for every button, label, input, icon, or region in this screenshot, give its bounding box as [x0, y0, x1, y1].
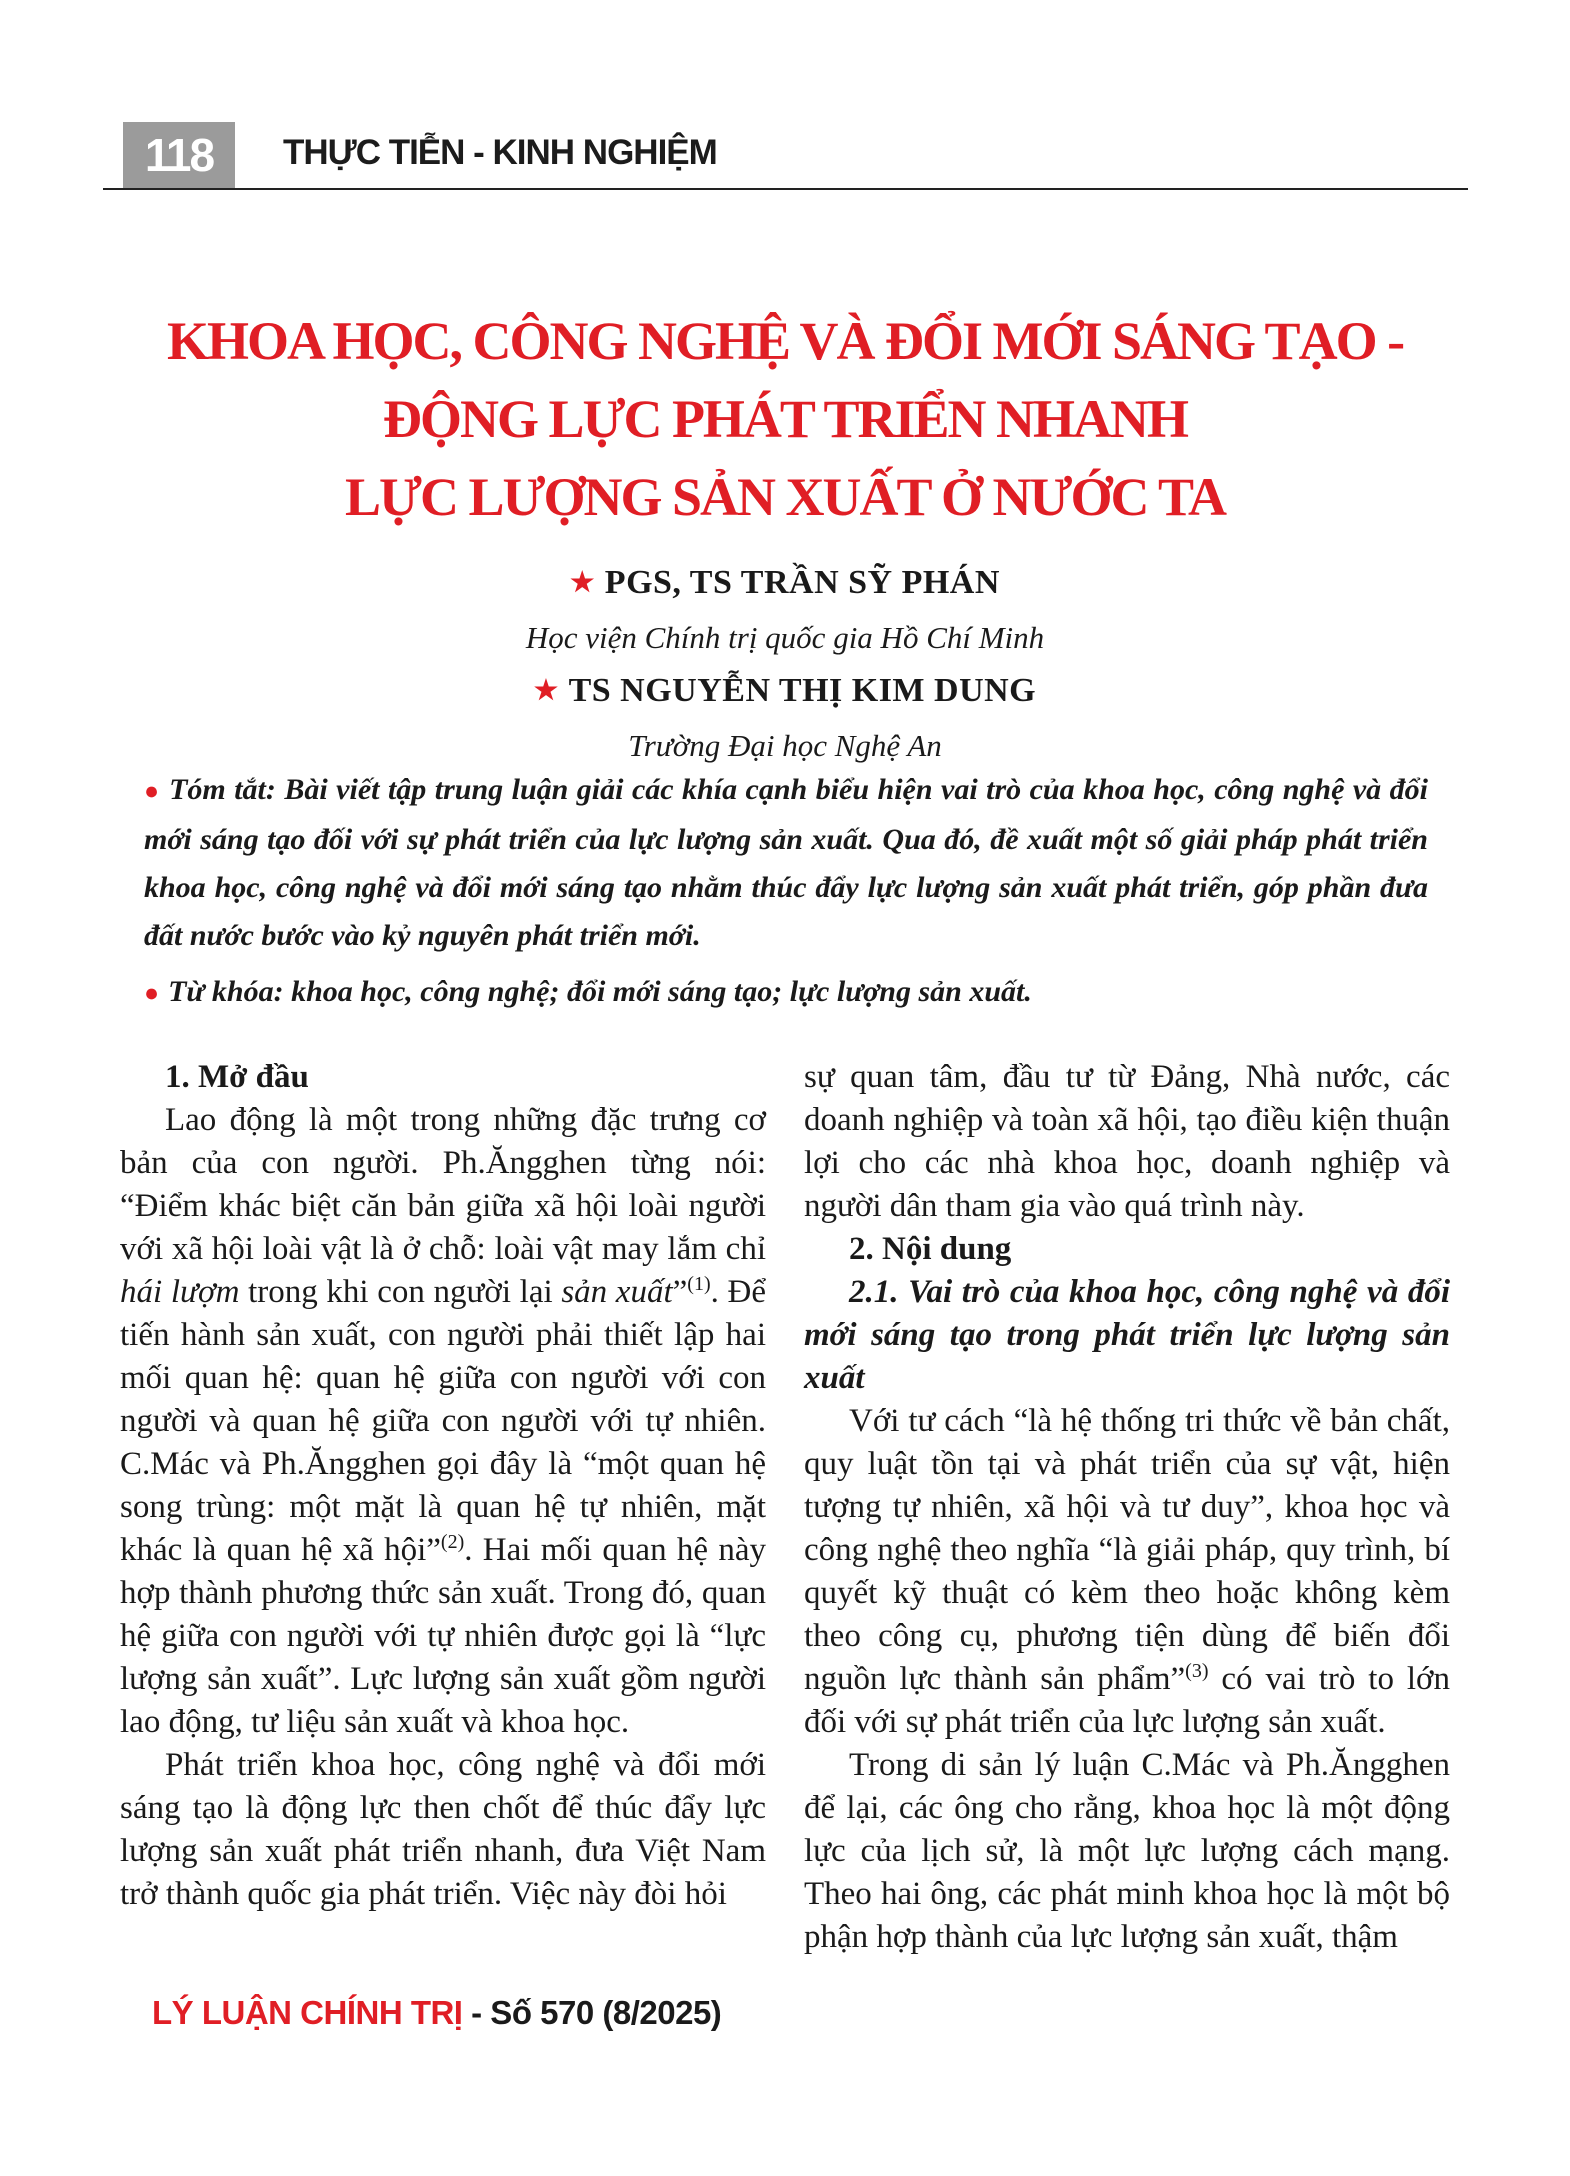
bullet-icon: ● [144, 778, 161, 805]
header-rule [103, 188, 1468, 190]
body-paragraph [804, 1400, 1450, 1744]
footnote-marker: (1) [687, 1273, 711, 1295]
text-run: Trong di sản lý luận C.Mác và Ph.Ăngghen để lại, các ông cho rằng, khoa học là một động lực của lịch sử, là một lực lượng cách mạng. Theo hai ông, các phát minh khoa học là một bộ phận hợp thành của lực lượng sản xuất, thậm [804, 1747, 1450, 1955]
body-paragraph [804, 1744, 1450, 1959]
text-run: Phát triển khoa học, công nghệ và đổi mới sáng tạo là động lực then chốt để thúc đẩy lực lượng sản xuất phát triển nhanh, đưa Việt Nam trở thành quốc gia phát triển. Việc này đòi hỏi [120, 1747, 766, 1912]
article-title-line-2: ĐỘNG LỰC PHÁT TRIỂN NHANH [382, 389, 1188, 449]
text-run: ” [672, 1274, 688, 1310]
keywords-label: Từ khóa: [168, 975, 292, 1008]
author-name [120, 664, 1450, 719]
star-icon: ★ [570, 567, 595, 597]
text-run: Lao động là một trong những đặc trưng cơ bản của con người. Ph.Ăngghen từng nói: “Điểm khác biệt căn bản giữa xã hội loài người với xã hội loài vật là ở chỗ: loài vật may lắm chỉ [120, 1102, 766, 1267]
text-run: hái lượm [120, 1274, 240, 1310]
text-run: sự quan tâm, đầu tư từ Đảng, Nhà nước, các doanh nghiệp và toàn xã hội, tạo điều kiện thuận lợi cho các nhà khoa học, doanh nghiệp và người dân tham gia vào quá trình này. [804, 1059, 1450, 1224]
footnote-marker: (3) [1185, 1660, 1209, 1682]
author-affiliation: Học viện Chính trị quốc gia Hồ Chí Minh [525, 620, 1045, 655]
journal-name: LÝ LUẬN CHÍNH TRỊ [152, 1994, 463, 2031]
bullet-icon: ● [144, 980, 160, 1007]
abstract-text: Bài viết tập trung luận giải các khía cạnh biểu hiện vai trò của khoa học, công nghệ và đổi mới sáng tạo đối với sự phát triển của lực lượng sản xuất. Qua đó, đề xuất một số giải pháp phát triển khoa học, công nghệ và đổi mới sáng tạo nhằm thúc đẩy lực lượng sản xuất phát triển, góp phần đưa đất nước bước vào kỷ nguyên phát triển mới. [144, 773, 1428, 952]
text-run: trong khi con người lại [239, 1274, 562, 1310]
abstract-label: Tóm tắt: [169, 773, 285, 806]
author-block [120, 556, 1450, 772]
author-name-text: TS NGUYỄN THỊ KIM DUNG [568, 672, 1037, 709]
text-run: . Để tiến hành sản xuất, con người phải thiết lập hai mối quan hệ: quan hệ giữa con người với con người và quan hệ giữa con người với tự nhiên. C.Mác và Ph.Ăngghen gọi đây là “một quan hệ song trùng: một mặt là quan hệ tự nhiên, mặt khác là quan hệ xã hội” [120, 1274, 766, 1568]
page-number-badge: 118 [123, 122, 235, 188]
text-run: có vai trò to lớn đối với sự phát triển của lực lượng sản xuất. [804, 1661, 1450, 1740]
footer [152, 1994, 721, 2032]
article-title [120, 302, 1450, 536]
body-paragraph [120, 1099, 766, 1744]
body-paragraph [804, 1056, 1450, 1228]
keywords-text: khoa học, công nghệ; đổi mới sáng tạo; lực lượng sản xuất. [291, 975, 1032, 1008]
section-title: THỰC TIỄN - KINH NGHIỆM [283, 133, 717, 172]
abstract [144, 766, 1428, 960]
text-run: . Hai mối quan hệ này hợp thành phương thức sản xuất. Trong đó, quan hệ giữa con người với tự nhiên được gọi là “lực lượng sản xuất”. Lực lượng sản xuất gồm người lao động, tư liệu sản xuất và khoa học. [120, 1532, 766, 1740]
body-column-right [804, 1056, 1450, 1959]
text-run: 2. Nội dung [849, 1231, 1012, 1267]
body-heading [804, 1228, 1450, 1271]
author-affiliation: Trường Đại học Nghệ An [628, 728, 942, 763]
keywords [144, 968, 1428, 1018]
article-title-line-1: KHOA HỌC, CÔNG NGHỆ VÀ ĐỔI MỚI SÁNG TẠO - [166, 311, 1404, 371]
issue-info: - Số 570 (8/2025) [462, 1994, 722, 2031]
text-run: 2.1. Vai trò của khoa học, công nghệ và đổi mới sáng tạo trong phát triển lực lượng sản xuất [804, 1274, 1450, 1396]
body-paragraph [120, 1744, 766, 1916]
text-run: Với tư cách “là hệ thống tri thức về bản chất, quy luật tồn tại và phát triển của sự vật, hiện tượng tự nhiên, xã hội và tư duy”, khoa học và công nghệ theo nghĩa “là giải pháp, quy trình, bí quyết kỹ thuật có kèm theo hoặc không kèm theo công cụ, phương tiện dùng để biến đổi nguồn lực thành sản phẩm” [804, 1403, 1450, 1697]
text-run: 1. Mở đầu [165, 1059, 309, 1095]
body-heading [120, 1056, 766, 1099]
star-icon: ★ [533, 675, 559, 705]
body-columns [120, 1056, 1450, 1959]
text-run: sản xuất [561, 1274, 673, 1310]
body-heading [804, 1271, 1450, 1400]
author-name-text: PGS, TS TRẦN SỸ PHÁN [604, 564, 1000, 601]
author-name [120, 556, 1450, 611]
footnote-marker: (2) [440, 1531, 465, 1553]
article-title-line-3: LỰC LƯỢNG SẢN XUẤT Ở NƯỚC TA [344, 467, 1226, 527]
body-column-left [120, 1056, 766, 1959]
